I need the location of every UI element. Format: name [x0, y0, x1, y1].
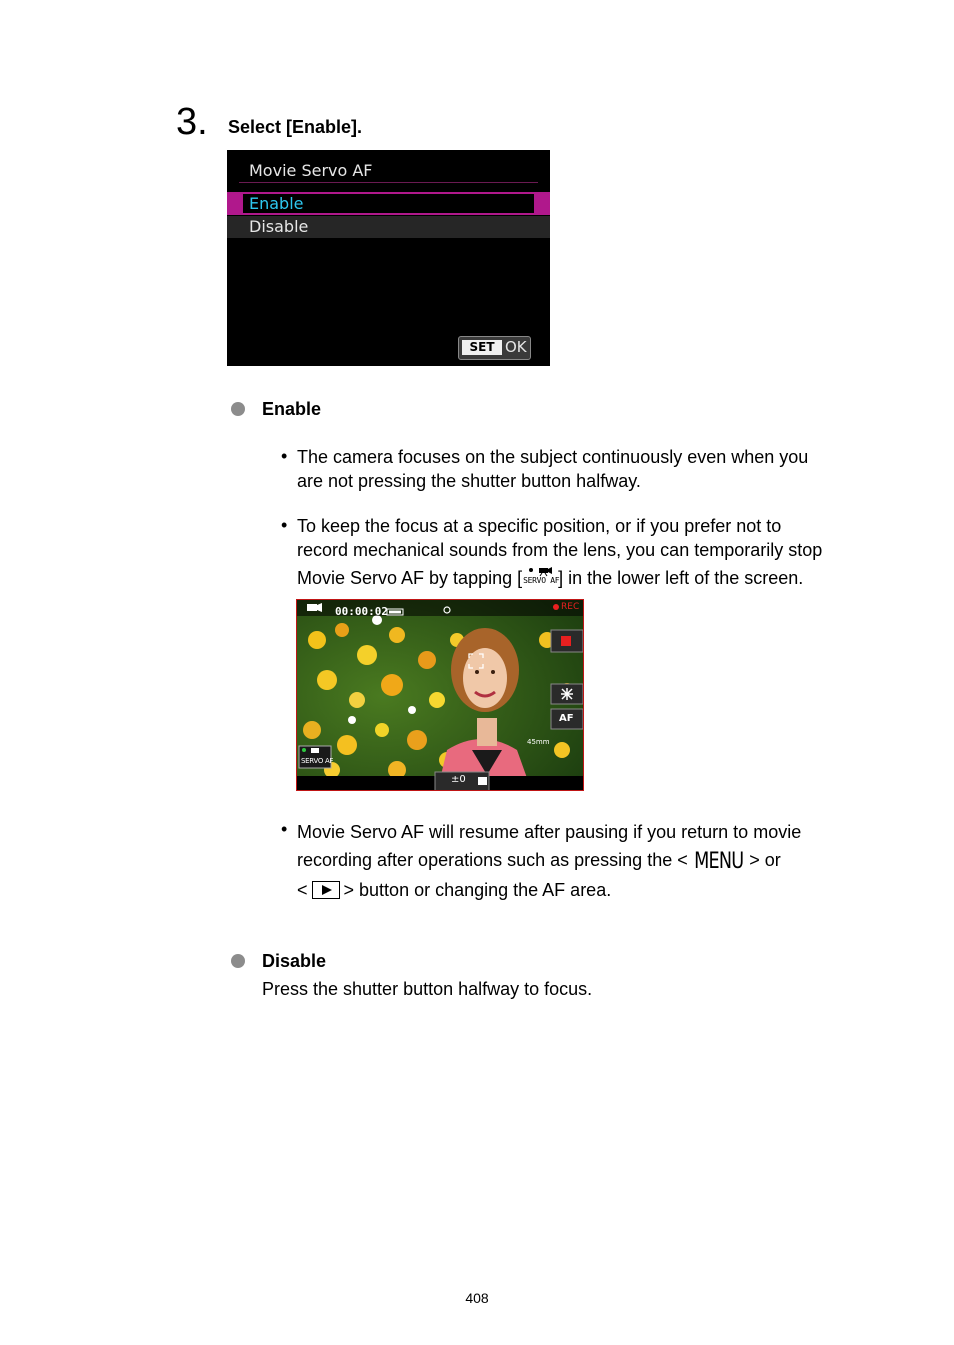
bullet-marker: • [281, 446, 288, 466]
menu-option-label: Enable [249, 194, 304, 213]
af-button[interactable]: AF [559, 713, 574, 724]
exposure-comp-label: ±0 [451, 774, 466, 785]
disable-text: Press the shutter button halfway to focus. [262, 979, 593, 999]
bullet-text: To keep the focus at a specific position, or if you prefer not to record mechanical sounds from the lens, you can temporarily stop Movie Servo AF by tapping [ SERVO AF ] in the lower left of the screen. [297, 516, 823, 588]
bullet-text: Movie Servo AF will resume after pausing if you return to movie recording after operations such as pressing the < MENU > or < > button or changing the AF area. [297, 822, 802, 900]
disable-heading: Disable [262, 951, 327, 971]
menu-button-icon: MENU [693, 849, 744, 874]
timecode-label: 00:00:02 [335, 605, 388, 618]
menu-divider [239, 182, 538, 183]
servo-af-button[interactable]: SERVO AF [301, 757, 334, 765]
servo-af-icon: SERVO AF [522, 567, 558, 587]
focal-length-label: 45mm [527, 738, 550, 746]
bullet-text: The camera focuses on the subject continuously even when you are not pressing the shutter button halfway. [297, 447, 809, 491]
step-title: Select [Enable]. [228, 117, 363, 137]
page-number: 408 [465, 1290, 489, 1306]
bullet-dot-icon [231, 954, 245, 968]
enable-heading: Enable [262, 399, 322, 419]
ok-label: OK [505, 338, 527, 356]
set-ok-button[interactable] [458, 336, 531, 360]
menu-option-label: Disable [249, 217, 309, 236]
menu-option-enable[interactable] [227, 192, 550, 215]
playback-button-icon [312, 881, 340, 899]
set-key-icon: SET [462, 340, 502, 355]
menu-title: Movie Servo AF [249, 161, 373, 180]
rec-indicator: REC [561, 602, 580, 612]
bullet-marker: • [281, 819, 288, 839]
bullet-marker: • [281, 515, 288, 535]
menu-option-disable[interactable] [227, 216, 550, 238]
bullet-dot-icon [231, 402, 245, 416]
liveview-screen [296, 599, 584, 791]
step-number: 3. [176, 101, 208, 143]
camera-menu-screen [227, 150, 550, 366]
